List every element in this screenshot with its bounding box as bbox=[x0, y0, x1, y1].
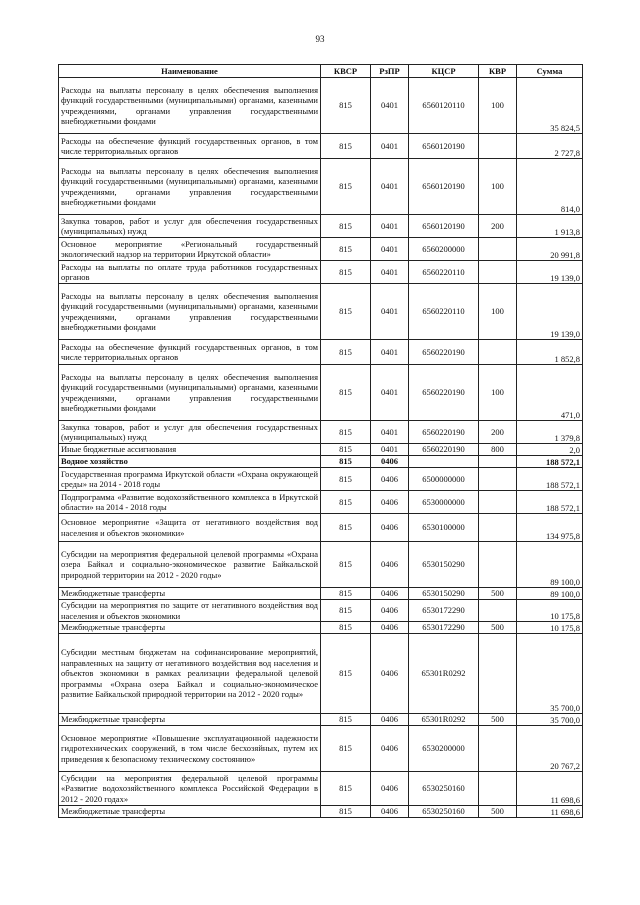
cell-kvsr: 815 bbox=[321, 588, 371, 600]
table-row bbox=[59, 261, 583, 284]
cell-rzpr: 0401 bbox=[371, 365, 409, 421]
cell-kvsr: 815 bbox=[321, 514, 371, 542]
table-row bbox=[59, 542, 583, 588]
table-body bbox=[59, 78, 583, 818]
cell-rzpr: 0406 bbox=[371, 514, 409, 542]
cell-kvsr: 815 bbox=[321, 634, 371, 714]
cell-name: Закупка товаров, работ и услуг для обеспечения государственных (муниципальных) нужд bbox=[59, 421, 321, 444]
cell-name: Иные бюджетные ассигнования bbox=[59, 444, 321, 456]
cell-sum: 35 700,0 bbox=[517, 714, 583, 726]
cell-kcsr: 6530250160 bbox=[409, 772, 479, 806]
cell-kvsr: 815 bbox=[321, 284, 371, 340]
table-row bbox=[59, 134, 583, 159]
cell-name: Расходы на выплаты персоналу в целях обеспечения выполнения функций государственными (муниципальными) органами, казенными учреждениями, органами управления государственными внебюджетными фондами bbox=[59, 78, 321, 134]
cell-kcsr: 6560220190 bbox=[409, 365, 479, 421]
cell-kvsr: 815 bbox=[321, 421, 371, 444]
cell-kvr: 200 bbox=[479, 421, 517, 444]
cell-kvr bbox=[479, 514, 517, 542]
cell-rzpr: 0406 bbox=[371, 542, 409, 588]
cell-sum: 11 698,6 bbox=[517, 806, 583, 818]
table-row bbox=[59, 159, 583, 215]
cell-sum: 1 852,8 bbox=[517, 340, 583, 365]
cell-sum: 10 175,8 bbox=[517, 622, 583, 634]
table-row bbox=[59, 215, 583, 238]
cell-kvsr: 815 bbox=[321, 215, 371, 238]
cell-sum: 188 572,1 bbox=[517, 491, 583, 514]
cell-sum: 35 700,0 bbox=[517, 634, 583, 714]
cell-kvr: 100 bbox=[479, 284, 517, 340]
cell-kcsr: 6530172290 bbox=[409, 600, 479, 622]
table-row bbox=[59, 588, 583, 600]
cell-kcsr: 6560200000 bbox=[409, 238, 479, 261]
cell-kcsr: 6530150290 bbox=[409, 542, 479, 588]
cell-kcsr: 6560220110 bbox=[409, 261, 479, 284]
cell-kvsr: 815 bbox=[321, 365, 371, 421]
cell-kcsr: 6500000000 bbox=[409, 468, 479, 491]
table-row bbox=[59, 622, 583, 634]
table-row bbox=[59, 468, 583, 491]
header-name: Наименование bbox=[59, 65, 321, 78]
table-row bbox=[59, 726, 583, 772]
cell-rzpr: 0401 bbox=[371, 421, 409, 444]
cell-rzpr: 0406 bbox=[371, 456, 409, 468]
cell-kvr bbox=[479, 261, 517, 284]
cell-rzpr: 0406 bbox=[371, 588, 409, 600]
cell-sum: 2 727,8 bbox=[517, 134, 583, 159]
cell-kcsr bbox=[409, 456, 479, 468]
table-row bbox=[59, 365, 583, 421]
table-row bbox=[59, 421, 583, 444]
cell-rzpr: 0406 bbox=[371, 726, 409, 772]
cell-rzpr: 0401 bbox=[371, 159, 409, 215]
cell-kcsr: 6530000000 bbox=[409, 491, 479, 514]
cell-kvsr: 815 bbox=[321, 134, 371, 159]
cell-kcsr: 6530172290 bbox=[409, 622, 479, 634]
cell-kvsr: 815 bbox=[321, 542, 371, 588]
cell-rzpr: 0406 bbox=[371, 714, 409, 726]
table-row bbox=[59, 772, 583, 806]
cell-kvr: 500 bbox=[479, 714, 517, 726]
cell-kvsr: 815 bbox=[321, 78, 371, 134]
cell-kvsr: 815 bbox=[321, 340, 371, 365]
cell-kvr: 200 bbox=[479, 215, 517, 238]
cell-rzpr: 0401 bbox=[371, 238, 409, 261]
cell-sum: 20 991,8 bbox=[517, 238, 583, 261]
cell-rzpr: 0401 bbox=[371, 261, 409, 284]
cell-kvsr: 815 bbox=[321, 444, 371, 456]
header-kcsr: КЦСР bbox=[409, 65, 479, 78]
table-row bbox=[59, 284, 583, 340]
table-row bbox=[59, 238, 583, 261]
cell-name: Расходы на выплаты персоналу в целях обеспечения выполнения функций государственными (муниципальными) органами, казенными учреждениями, органами управления государственными внебюджетными фондами bbox=[59, 159, 321, 215]
cell-kvr bbox=[479, 134, 517, 159]
cell-name: Водное хозяйство bbox=[59, 456, 321, 468]
header-kvr: КВР bbox=[479, 65, 517, 78]
cell-kcsr: 6560220190 bbox=[409, 421, 479, 444]
cell-kcsr: 6560220190 bbox=[409, 340, 479, 365]
cell-kcsr: 6530150290 bbox=[409, 588, 479, 600]
cell-rzpr: 0401 bbox=[371, 340, 409, 365]
cell-kvsr: 815 bbox=[321, 726, 371, 772]
cell-sum: 471,0 bbox=[517, 365, 583, 421]
cell-kvr bbox=[479, 456, 517, 468]
cell-kvr: 500 bbox=[479, 806, 517, 818]
cell-kvsr: 815 bbox=[321, 261, 371, 284]
cell-sum: 89 100,0 bbox=[517, 588, 583, 600]
cell-rzpr: 0401 bbox=[371, 134, 409, 159]
cell-sum: 188 572,1 bbox=[517, 468, 583, 491]
cell-kcsr: 6560120190 bbox=[409, 159, 479, 215]
cell-rzpr: 0406 bbox=[371, 622, 409, 634]
table-row bbox=[59, 491, 583, 514]
table-row bbox=[59, 340, 583, 365]
table-row bbox=[59, 806, 583, 818]
cell-kvr bbox=[479, 772, 517, 806]
cell-name: Государственная программа Иркутской области «Охрана окружающей среды» на 2014 - 2018 годы bbox=[59, 468, 321, 491]
table-row bbox=[59, 714, 583, 726]
cell-rzpr: 0406 bbox=[371, 772, 409, 806]
cell-rzpr: 0401 bbox=[371, 215, 409, 238]
cell-rzpr: 0401 bbox=[371, 78, 409, 134]
cell-name: Субсидии на мероприятия федеральной целевой программы «Охрана озера Байкал и социально-экономическое развитие Байкальской природной территории на 2012 - 2020 годы» bbox=[59, 542, 321, 588]
cell-name: Расходы на обеспечение функций государственных органов, в том числе территориальных органов bbox=[59, 134, 321, 159]
cell-name: Расходы на выплаты персоналу в целях обеспечения выполнения функций государственными (муниципальными) органами, казенными учреждениями, органами управления государственными внебюджетными фондами bbox=[59, 284, 321, 340]
cell-kcsr: 6560220110 bbox=[409, 284, 479, 340]
table-row bbox=[59, 634, 583, 714]
cell-rzpr: 0406 bbox=[371, 491, 409, 514]
cell-name: Субсидии на мероприятия федеральной целевой программы «Развитие водохозяйственного комплекса Российской Федерации в 2012 - 2020 годах» bbox=[59, 772, 321, 806]
cell-rzpr: 0406 bbox=[371, 468, 409, 491]
cell-kvr bbox=[479, 468, 517, 491]
cell-name: Основное мероприятие «Региональный государственный экологический надзор на территории Иркутской области» bbox=[59, 238, 321, 261]
table-row bbox=[59, 444, 583, 456]
cell-kcsr: 6530250160 bbox=[409, 806, 479, 818]
cell-kvr bbox=[479, 340, 517, 365]
cell-name: Межбюджетные трансферты bbox=[59, 588, 321, 600]
cell-sum: 11 698,6 bbox=[517, 772, 583, 806]
cell-kcsr: 6560120110 bbox=[409, 78, 479, 134]
cell-kvsr: 815 bbox=[321, 468, 371, 491]
budget-table bbox=[58, 64, 583, 818]
cell-kvr bbox=[479, 238, 517, 261]
cell-sum: 188 572,1 bbox=[517, 456, 583, 468]
cell-sum: 1 379,8 bbox=[517, 421, 583, 444]
cell-kvsr: 815 bbox=[321, 238, 371, 261]
cell-sum: 89 100,0 bbox=[517, 542, 583, 588]
cell-name: Основное мероприятие «Повышение эксплуатационной надежности гидротехнических сооружений, в том числе бесхозяйных, путем их приведения к безопасному техническому состоянию» bbox=[59, 726, 321, 772]
cell-kvsr: 815 bbox=[321, 491, 371, 514]
cell-kcsr: 65301R0292 bbox=[409, 634, 479, 714]
cell-kvr bbox=[479, 634, 517, 714]
cell-sum: 10 175,8 bbox=[517, 600, 583, 622]
cell-kvsr: 815 bbox=[321, 714, 371, 726]
cell-kvr: 100 bbox=[479, 78, 517, 134]
cell-name: Межбюджетные трансферты bbox=[59, 714, 321, 726]
cell-name: Расходы на обеспечение функций государственных органов, в том числе территориальных органов bbox=[59, 340, 321, 365]
cell-kvsr: 815 bbox=[321, 806, 371, 818]
cell-name: Расходы на выплаты персоналу в целях обеспечения выполнения функций государственными (муниципальными) органами, казенными учреждениями, органами управления государственными внебюджетными фондами bbox=[59, 365, 321, 421]
cell-kcsr: 6560220190 bbox=[409, 444, 479, 456]
cell-sum: 35 824,5 bbox=[517, 78, 583, 134]
cell-name: Закупка товаров, работ и услуг для обеспечения государственных (муниципальных) нужд bbox=[59, 215, 321, 238]
cell-name: Основное мероприятие «Защита от негативного воздействия вод населения и объектов экономики» bbox=[59, 514, 321, 542]
cell-kvr: 100 bbox=[479, 159, 517, 215]
table-row bbox=[59, 514, 583, 542]
cell-kvr: 800 bbox=[479, 444, 517, 456]
cell-sum: 20 767,2 bbox=[517, 726, 583, 772]
cell-sum: 2,0 bbox=[517, 444, 583, 456]
cell-name: Подпрограмма «Развитие водохозяйственного комплекса в Иркутской области» на 2014 - 2018 годы bbox=[59, 491, 321, 514]
cell-kvsr: 815 bbox=[321, 456, 371, 468]
cell-kcsr: 6530200000 bbox=[409, 726, 479, 772]
cell-sum: 19 139,0 bbox=[517, 261, 583, 284]
header-rzpr: РзПР bbox=[371, 65, 409, 78]
cell-kvsr: 815 bbox=[321, 600, 371, 622]
cell-name: Расходы на выплаты по оплате труда работников государственных органов bbox=[59, 261, 321, 284]
cell-kcsr: 6560120190 bbox=[409, 134, 479, 159]
cell-kvr: 500 bbox=[479, 588, 517, 600]
cell-rzpr: 0406 bbox=[371, 634, 409, 714]
cell-kcsr: 65301R0292 bbox=[409, 714, 479, 726]
header-sum: Сумма bbox=[517, 65, 583, 78]
cell-kvr bbox=[479, 600, 517, 622]
header-kvsr: КВСР bbox=[321, 65, 371, 78]
cell-name: Межбюджетные трансферты bbox=[59, 806, 321, 818]
cell-rzpr: 0406 bbox=[371, 600, 409, 622]
cell-rzpr: 0406 bbox=[371, 806, 409, 818]
cell-name: Субсидии на мероприятия по защите от негативного воздействия вод населения и объектов экономики bbox=[59, 600, 321, 622]
cell-kvr bbox=[479, 491, 517, 514]
cell-kvsr: 815 bbox=[321, 772, 371, 806]
cell-name: Межбюджетные трансферты bbox=[59, 622, 321, 634]
cell-sum: 1 913,8 bbox=[517, 215, 583, 238]
table-row bbox=[59, 600, 583, 622]
cell-sum: 814,0 bbox=[517, 159, 583, 215]
cell-kvsr: 815 bbox=[321, 159, 371, 215]
cell-kvr: 100 bbox=[479, 365, 517, 421]
cell-kvr bbox=[479, 542, 517, 588]
cell-name: Субсидии местным бюджетам на софинансирование мероприятий, направленных на защиту от негативного воздействия вод населения и объектов экономики в рамках реализации федеральной целевой программы «Охрана озера Байкал и социально-экономическое развитие Байкальской природной территории на 2012 - 2020 годы» bbox=[59, 634, 321, 714]
cell-kvsr: 815 bbox=[321, 622, 371, 634]
cell-kcsr: 6560120190 bbox=[409, 215, 479, 238]
cell-rzpr: 0401 bbox=[371, 444, 409, 456]
cell-rzpr: 0401 bbox=[371, 284, 409, 340]
cell-sum: 134 975,8 bbox=[517, 514, 583, 542]
cell-kvr bbox=[479, 726, 517, 772]
cell-sum: 19 139,0 bbox=[517, 284, 583, 340]
cell-kcsr: 6530100000 bbox=[409, 514, 479, 542]
page-number: 93 bbox=[315, 34, 325, 44]
table-row bbox=[59, 78, 583, 134]
table-row bbox=[59, 456, 583, 468]
cell-kvr: 500 bbox=[479, 622, 517, 634]
table-header-row bbox=[59, 65, 583, 78]
